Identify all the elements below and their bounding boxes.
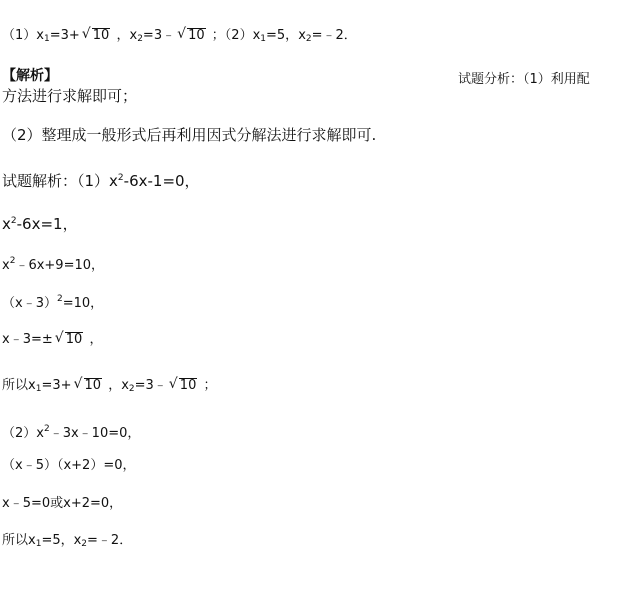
sup: 2 — [117, 173, 124, 183]
sup: 2 — [43, 424, 50, 434]
sqrt-radicand: 10 — [92, 28, 110, 43]
expr: ，x — [108, 378, 129, 393]
x2-value: =3﹣ — [142, 28, 176, 43]
x1-sub: 1 — [43, 34, 50, 44]
answer-part1-label: （1） — [2, 28, 37, 43]
solution-line2 — [2, 212, 78, 233]
var: x — [2, 215, 11, 233]
x2-var: x — [129, 28, 138, 43]
expr: ； — [203, 378, 217, 393]
sub: 2 — [81, 539, 88, 549]
var: x — [2, 258, 10, 273]
semicolon: ； — [211, 28, 225, 43]
sqrt-radicand: 10 — [188, 28, 205, 43]
analysis-line1: 方法进行求解即可； — [2, 87, 138, 105]
expr: （2）x — [2, 426, 44, 441]
solution-line5 — [2, 331, 102, 349]
eq-rest: =10， — [62, 296, 104, 311]
sqrt-icon — [177, 27, 206, 45]
sqrt-icon — [74, 377, 103, 395]
expr: x﹣3=± — [2, 332, 53, 347]
x2-sub: 2 — [137, 34, 143, 44]
sqrt-icon — [169, 377, 198, 395]
answer-part2-label: （2） — [224, 28, 253, 43]
x1b-value: =5， — [266, 28, 299, 43]
x2b-value: =﹣2． — [311, 28, 357, 43]
x1b-sub: 1 — [260, 34, 267, 44]
x2b-sub: 2 — [305, 34, 312, 44]
eq-rest: ， — [89, 332, 103, 347]
eq-rest: ﹣6x+9=10， — [15, 258, 105, 273]
analysis-line2: （2）整理成一般形式后再利用因式分解法进行求解即可. — [2, 126, 377, 144]
analysis-header: 【解析】 — [2, 68, 58, 84]
solution-label: 试题解析：（1）x — [2, 172, 118, 190]
separator: ， — [116, 28, 130, 43]
solution-part2-line4 — [2, 532, 132, 553]
solution-part2-line2: （x﹣5）（x+2）=0， — [2, 458, 136, 473]
eq-rest: ﹣3x﹣10=0， — [49, 426, 141, 441]
expr: 所以x — [2, 378, 36, 393]
answer-line — [2, 27, 357, 48]
sub: 2 — [128, 384, 135, 394]
sub: 1 — [35, 539, 42, 549]
solution-line1 — [2, 169, 200, 190]
x1b-var: x — [252, 28, 261, 43]
solution-line6 — [2, 377, 217, 398]
x1-var: x — [36, 28, 44, 43]
expr: =3﹣ — [134, 378, 167, 393]
analysis-right-text: 试题分析：（1）利用配 — [458, 72, 590, 87]
sup: 2 — [56, 294, 63, 304]
eq-rest: -6x=1， — [16, 215, 78, 233]
expr: =﹣2． — [87, 533, 133, 548]
expr: =5，x — [41, 533, 82, 548]
sqrt-icon — [55, 331, 84, 349]
solution-part2-line1 — [2, 420, 140, 443]
eq-rest: -6x-1=0， — [123, 172, 200, 190]
sqrt-icon — [82, 27, 111, 45]
sup: 2 — [9, 256, 16, 266]
solution-part2-line3: x﹣5=0或x+2=0， — [2, 496, 123, 511]
expr: 所以x — [2, 533, 36, 548]
solution-line3 — [2, 252, 104, 275]
expr: （x﹣3） — [2, 296, 57, 311]
expr: =3+ — [41, 378, 72, 393]
sub: 1 — [35, 384, 42, 394]
sqrt-radicand: 10 — [65, 332, 83, 347]
x1-value: =3+ — [49, 28, 80, 43]
x2b-var: x — [298, 28, 306, 43]
sup: 2 — [10, 216, 17, 226]
sqrt-radicand: 10 — [84, 378, 102, 393]
sqrt-radicand: 10 — [179, 378, 197, 393]
solution-line4 — [2, 290, 103, 313]
